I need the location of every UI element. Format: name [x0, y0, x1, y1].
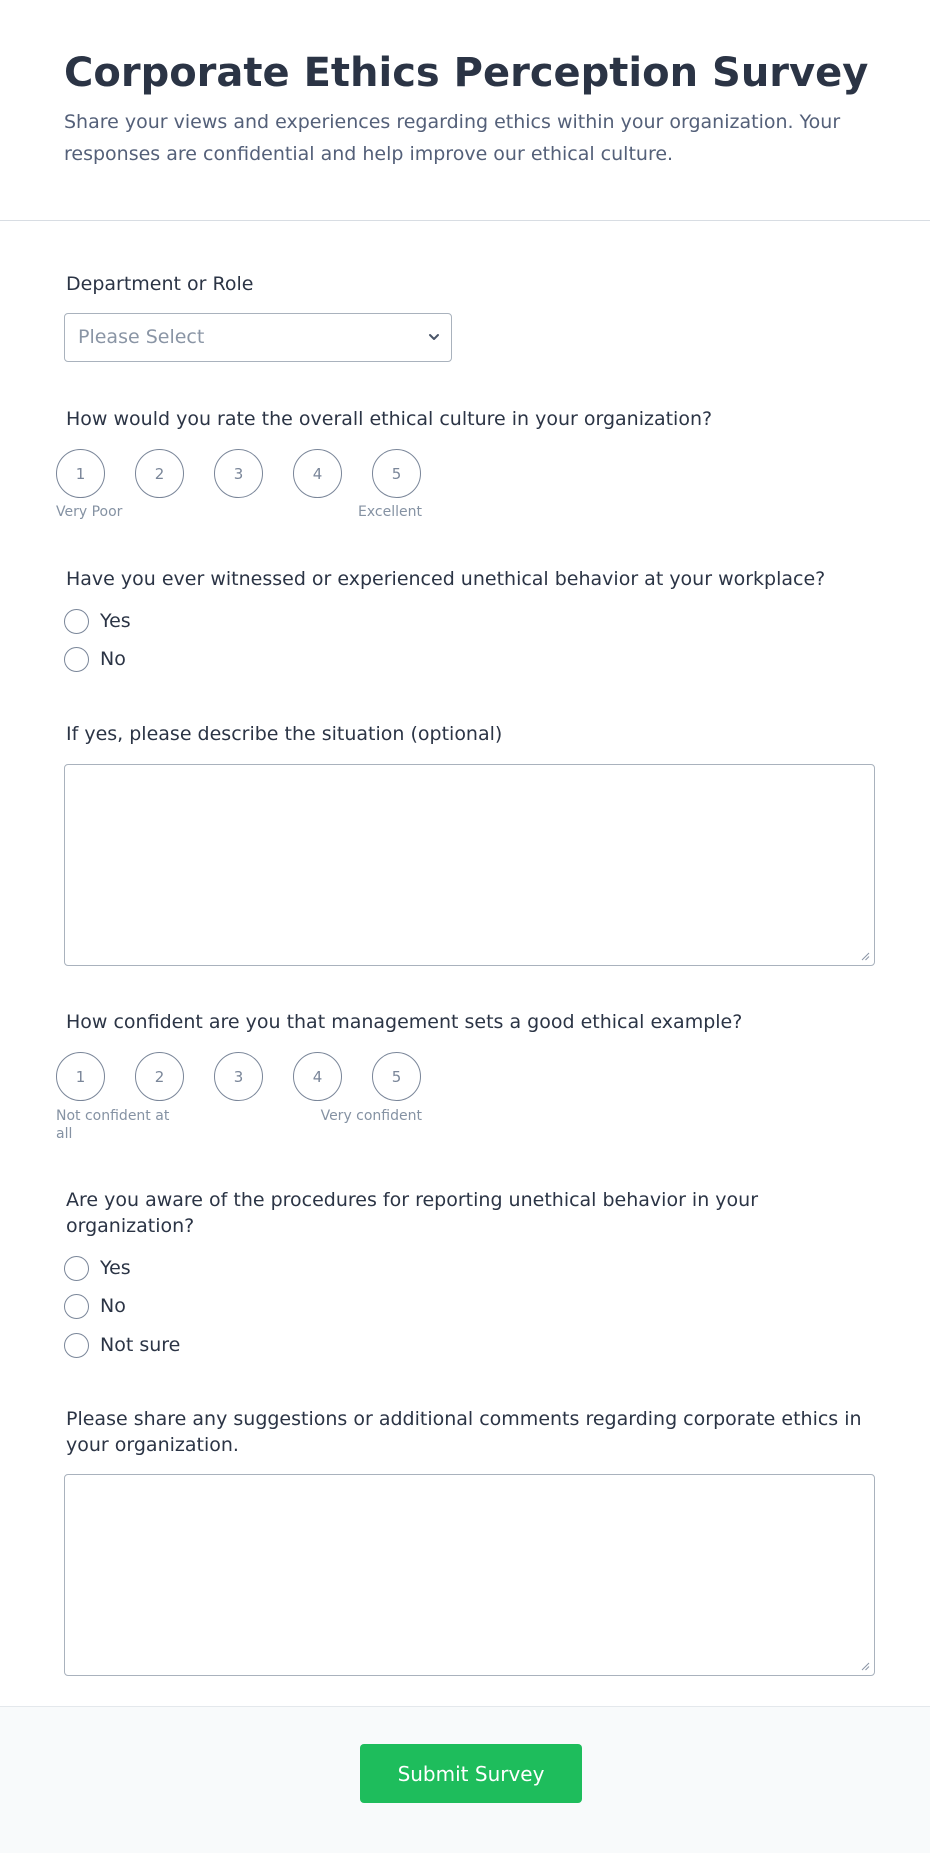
management-rating-option[interactable]: 5 [372, 1052, 421, 1101]
submit-survey-button[interactable]: Submit Survey [360, 1744, 582, 1803]
radio-button[interactable] [64, 1333, 89, 1358]
department-label: Department or Role [66, 273, 254, 295]
survey-header [0, 0, 930, 221]
management-rating-option[interactable]: 1 [56, 1052, 105, 1101]
department-select-value: Please Select [78, 326, 205, 348]
culture-rating-max-label: Excellent [358, 504, 422, 520]
radio-label: No [100, 1295, 126, 1317]
radio-button[interactable] [64, 1256, 89, 1281]
management-rating-label: How confident are you that management sets a good ethical example? [66, 1011, 743, 1033]
comments-label: Please share any suggestions or additional comments regarding corporate ethics in your organization. [66, 1408, 862, 1456]
management-rating-option[interactable]: 4 [293, 1052, 342, 1101]
radio-label: Not sure [100, 1334, 181, 1356]
culture-rating-option[interactable]: 4 [293, 449, 342, 498]
culture-rating-scale [56, 449, 436, 509]
reporting-option-yes[interactable] [64, 1255, 364, 1281]
radio-label: Yes [100, 610, 131, 632]
reporting-option-no[interactable] [64, 1293, 364, 1319]
radio-button[interactable] [64, 609, 89, 634]
resize-handle-icon[interactable] [861, 1662, 870, 1671]
culture-rating-label: How would you rate the overall ethical culture in your organization? [66, 408, 713, 430]
department-select[interactable] [64, 313, 452, 362]
witnessed-option-no[interactable] [64, 646, 364, 672]
management-rating-option[interactable]: 2 [135, 1052, 184, 1101]
witnessed-option-yes[interactable] [64, 608, 364, 634]
describe-label: If yes, please describe the situation (optional) [66, 723, 503, 745]
management-rating-option[interactable]: 3 [214, 1052, 263, 1101]
culture-rating-option[interactable]: 5 [372, 449, 421, 498]
radio-label: Yes [100, 1257, 131, 1279]
culture-rating-option[interactable]: 1 [56, 449, 105, 498]
radio-label: No [100, 648, 126, 670]
comments-textarea[interactable] [64, 1474, 875, 1676]
culture-rating-option[interactable]: 3 [214, 449, 263, 498]
culture-rating-min-label: Very Poor [56, 504, 123, 520]
resize-handle-icon[interactable] [861, 952, 870, 961]
reporting-option-not-sure[interactable] [64, 1332, 364, 1358]
radio-button[interactable] [64, 1294, 89, 1319]
culture-rating-option[interactable]: 2 [135, 449, 184, 498]
describe-textarea[interactable] [64, 764, 875, 966]
page-subtitle: Share your views and experiences regarding ethics within your organization. Your responses are confidential and help improve our ethical culture. [64, 111, 841, 165]
reporting-label: Are you aware of the procedures for reporting unethical behavior in your organization? [66, 1189, 759, 1237]
page-title: Corporate Ethics Perception Survey [64, 50, 869, 96]
management-rating-scale [56, 1052, 436, 1112]
radio-button[interactable] [64, 647, 89, 672]
management-rating-max-label: Very confident [320, 1108, 422, 1124]
management-rating-min-label: Not confident at all [56, 1108, 170, 1142]
witnessed-label: Have you ever witnessed or experienced unethical behavior at your workplace? [66, 568, 826, 590]
chevron-down-icon [427, 330, 441, 344]
